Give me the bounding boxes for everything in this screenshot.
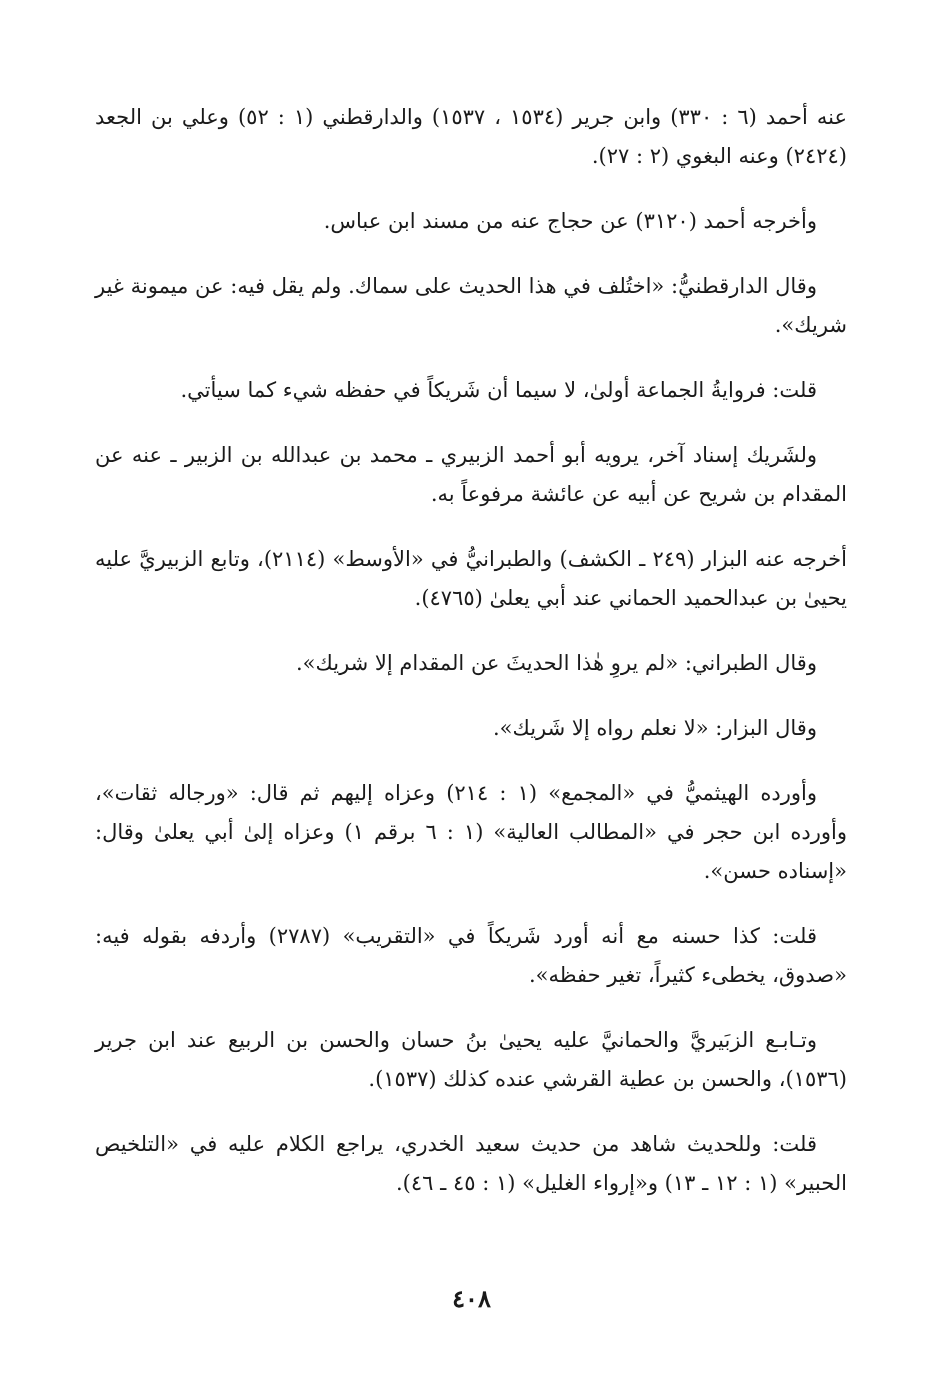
- page-number: ٤٠٨: [452, 1284, 491, 1313]
- paragraph-7: وقال الطبراني: «لم يروِ هٰذا الحديثَ عن المقدام إلا شريك».: [296, 651, 817, 675]
- paragraph-4: قلت: فروايةُ الجماعة أولىٰ، لا سيما أن شَريكاً في حفظه شيء كما سيأتي.: [180, 378, 817, 402]
- paragraph-3: وقال الدارقطنيُّ: «اختُلف في هذا الحديث على سماك. ولم يقل فيه: عن ميمونة غير شريك».: [95, 274, 847, 337]
- paragraph-1: عنه أحمد (٦ : ٣٣٠) وابن جرير (١٥٣٤ ، ١٥٣٧) والدارقطني (١ : ٥٢) وعلي بن الجعد (٢٤٢٤) وعنه البغوي (٢ : ٢٧).: [95, 105, 847, 168]
- paragraph-6: أخرجه عنه البزار (٢٤٩ ـ الكشف) والطبرانيُّ في «الأوسط» (٢١١٤)، وتابع الزبيريَّ عليه يحيىٰ بن عبدالحميد الحماني عند أبي يعلىٰ (٤٧٦٥).: [95, 547, 847, 610]
- paragraph-8: وقال البزار: «لا نعلم رواه إلا شَريك».: [492, 716, 817, 740]
- paragraph-11: وتـابـع الزبَيريَّ والحمانيَّ عليه يحيىٰ بنُ حسان والحسن بن الربيع عند ابن جرير (١٥٣٦)، والحسن بن عطية القرشي عنده كذلك (١٥٣٧).: [95, 1028, 847, 1091]
- paragraph-5: ولشَريك إسناد آخر، يرويه أبو أحمد الزبيري ـ محمد بن عبدالله بن الزبير ـ عنه عن المقدام بن شريح عن أبيه عن عائشة مرفوعاً به.: [95, 443, 847, 506]
- paragraph-9: وأورده الهيثميُّ في «المجمع» (١ : ٢١٤) وعزاه إليهم ثم قال: «ورجاله ثقات»، وأورده ابن حجر في «المطالب العالية» (١ : ٦ برقم ١) وعزاه إلىٰ أبي يعلىٰ وقال: «إسناده حسن».: [95, 781, 847, 883]
- paragraph-2: وأخرجه أحمد (٣١٢٠) عن حجاج عنه من مسند ابن عباس.: [323, 209, 817, 233]
- paragraph-12: قلت: وللحديث شاهد من حديث سعيد الخدري، يراجع الكلام عليه في «التلخيص الحبير» (١ : ١٢ ـ ١٣) و«إرواء الغليل» (١ : ٤٥ ـ ٤٦).: [95, 1132, 847, 1195]
- paragraph-10: قلت: كذا حسنه مع أنه أورد شَريكاً في «التقريب» (٢٧٨٧) وأردفه بقوله فيه: «صدوق، يخطىء كثيراً، تغير حفظه».: [95, 924, 847, 987]
- page-body: [95, 98, 847, 1229]
